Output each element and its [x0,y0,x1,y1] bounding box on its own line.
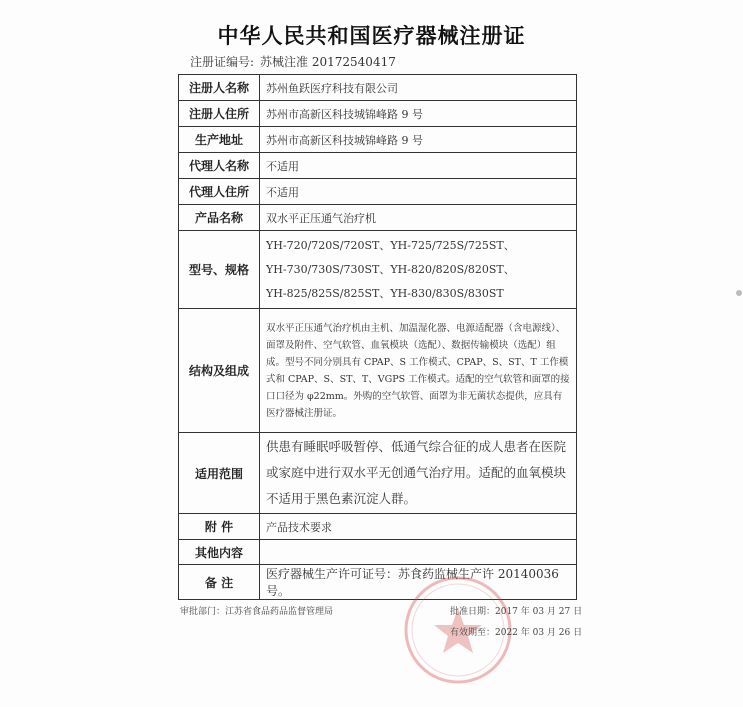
table-row [179,101,577,127]
model-line: YH-730/730S/730ST、YH-820/820S/820ST、 [266,262,515,276]
agent-name: 不适用 [260,153,577,179]
model-line: YH-825/825S/825ST、YH-830/830S/830ST [266,286,504,300]
product-name: 双水平正压通气治疗机 [260,205,577,231]
model-spec [260,231,577,309]
table-row [179,540,577,565]
registration-number-value: 苏械注准 20172540417 [260,55,396,69]
row-label: 附 件 [179,514,260,540]
issuing-authority: 审批部门：江苏省食品药品监督管理局 [180,607,334,617]
attachment: 产品技术要求 [260,514,577,540]
row-label: 生产地址 [179,127,260,153]
row-label: 适用范围 [179,433,260,514]
registrant-name: 苏州鱼跃医疗科技有限公司 [260,75,577,101]
edge-mark [736,290,742,296]
production-address: 苏州市高新区科技城锦峰路 9 号 [260,127,577,153]
other-content [260,540,577,565]
agent-address: 不适用 [260,179,577,205]
model-line: YH-720/720S/720ST、YH-725/725S/725ST、 [266,238,515,252]
registrant-address: 苏州市高新区科技城锦峰路 9 号 [260,101,577,127]
certificate-table [178,74,577,600]
table-row [179,75,577,101]
remarks: 医疗器械生产许可证号：苏食药监械生产许 20140036 号。 [260,565,577,600]
table-row [179,179,577,205]
row-label: 代理人名称 [179,153,260,179]
valid-until-date: 有效期至：2022 年 03 月 26 日 [450,628,583,638]
registration-number [190,53,402,70]
scope-of-application: 供患有睡眠呼吸暂停、低通气综合征的成人患者在医院或家庭中进行双水平无创通气治疗用。适配的血氧模块不适用于黑色素沉淀人群。 [260,433,577,514]
table-row [179,514,577,540]
table-row [179,205,577,231]
table-row [179,309,577,433]
row-label: 注册人名称 [179,75,260,101]
approval-date: 批准日期：2017 年 03 月 27 日 [450,607,583,617]
row-label: 结构及组成 [179,309,260,433]
table-row [179,231,577,309]
row-label: 备 注 [179,565,260,600]
table-row [179,433,577,514]
table-row [179,127,577,153]
row-label: 代理人住所 [179,179,260,205]
row-label: 注册人住所 [179,101,260,127]
registration-number-label: 注册证编号: [190,55,255,69]
structure-composition: 双水平正压通气治疗机由主机、加温湿化器、电源适配器（含电源线）、面罩及附件、空气软管、血氧模块（选配）、数据传输模块（选配）组成。型号不同分别具有 CPAP、S 工作模式、CPAP、S、ST、T 工作模式和 CPAP、S、ST、T、VGPS 工作模式。适配的空气软管和面罩的接口口径为 φ22mm。外购的空气软管、面罩为非无菌状态提供，应具有医疗器械注册证。 [260,309,577,433]
table-row [179,153,577,179]
row-label: 其他内容 [179,540,260,565]
row-label: 产品名称 [179,205,260,231]
document-title: 中华人民共和国医疗器械注册证 [217,24,526,48]
row-label: 型号、规格 [179,231,260,309]
table-row [179,565,577,600]
